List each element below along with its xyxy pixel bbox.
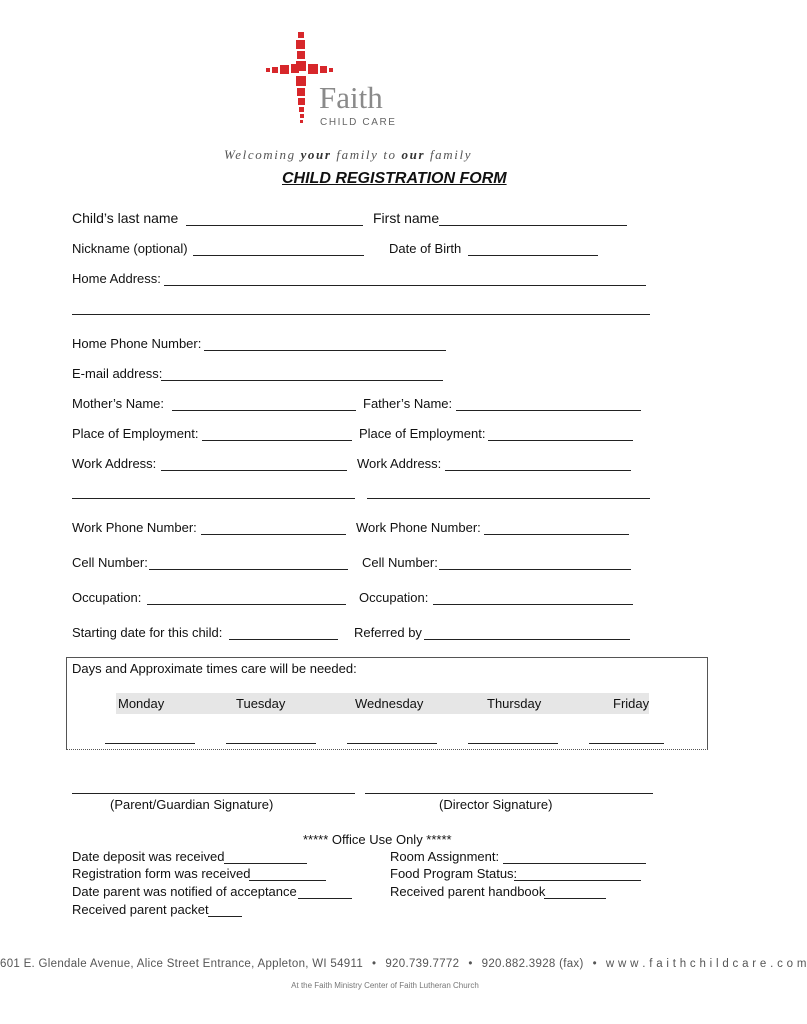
food-field[interactable] [514,880,641,881]
work-phone-label-2: Work Phone Number: [356,520,481,535]
referred-by-label: Referred by [354,625,422,640]
footer-contact [0,958,807,970]
email-label: E-mail address: [72,366,163,381]
starting-date-label: Starting date for this child: [72,625,223,640]
occupation-label-1: Occupation: [72,590,142,605]
home-address-field[interactable] [164,285,646,286]
footer-phone: 920.739.7772 [385,958,460,970]
home-address-label: Home Address: [72,271,161,286]
room-field[interactable] [503,863,646,864]
father-name-field[interactable] [456,410,641,411]
work-address-field-1-line2[interactable] [72,498,355,499]
cell-field-2[interactable] [439,569,631,570]
work-phone-field-2[interactable] [484,534,629,535]
dob-field[interactable] [468,255,598,256]
nickname-field[interactable] [193,255,364,256]
packet-label: Received parent packet [72,902,209,917]
director-signature-field[interactable] [365,793,653,794]
parent-signature-field[interactable] [72,793,355,794]
father-name-label: Father’s Name: [363,396,453,411]
footer-bullet: • [592,958,597,970]
form-title: CHILD REGISTRATION FORM [282,170,507,187]
child-last-name-label: Child’s last name [72,210,179,226]
deposit-label: Date deposit was received [72,849,225,864]
day-thursday: Thursday [487,696,542,711]
day-monday: Monday [118,696,165,711]
logo-name: Faith [319,80,383,115]
work-address-label-2: Work Address: [357,456,442,471]
work-address-field-2-line2[interactable] [367,498,650,499]
dob-label: Date of Birth [389,241,462,256]
referred-by-field[interactable] [424,639,630,640]
starting-date-field[interactable] [229,639,338,640]
occupation-label-2: Occupation: [359,590,429,605]
nickname-label: Nickname (optional) [72,241,188,256]
work-phone-field-1[interactable] [201,534,346,535]
food-label: Food Program Status: [390,866,518,881]
form-received-field[interactable] [249,880,326,881]
time-field-monday[interactable] [105,743,195,744]
occupation-field-1[interactable] [147,604,346,605]
mother-name-label: Mother’s Name: [72,396,164,411]
tagline: Welcoming your family to our family [224,147,473,162]
schedule-heading: Days and Approximate times care will be needed: [72,661,357,676]
notified-field[interactable] [298,898,352,899]
handbook-label: Received parent handbook [390,884,546,899]
child-last-name-field[interactable] [186,225,363,226]
email-field[interactable] [161,380,443,381]
director-signature-label: (Director Signature) [439,797,553,812]
day-wednesday: Wednesday [355,696,424,711]
employment-label-1: Place of Employment: [72,426,199,441]
mother-name-field[interactable] [172,410,356,411]
footer-bullet: • [372,958,377,970]
employment-field-1[interactable] [202,440,352,441]
cell-label-2: Cell Number: [362,555,438,570]
home-address-field-line2[interactable] [72,314,650,315]
first-name-label: First name [373,210,440,226]
packet-field[interactable] [208,916,242,917]
time-field-thursday[interactable] [468,743,558,744]
time-field-wednesday[interactable] [347,743,437,744]
notified-label: Date parent was notified of acceptance [72,884,297,899]
occupation-field-2[interactable] [433,604,633,605]
home-phone-label: Home Phone Number: [72,336,202,351]
time-field-friday[interactable] [589,743,664,744]
parent-signature-label: (Parent/Guardian Signature) [110,797,274,812]
cell-label-1: Cell Number: [72,555,148,570]
work-address-label-1: Work Address: [72,456,157,471]
footer-bullet: • [468,958,473,970]
deposit-field[interactable] [224,863,307,864]
employment-label-2: Place of Employment: [359,426,486,441]
work-phone-label-1: Work Phone Number: [72,520,197,535]
home-phone-field[interactable] [204,350,446,351]
first-name-field[interactable] [439,225,627,226]
logo-subtitle: CHILD CARE [320,117,397,128]
day-friday: Friday [613,696,650,711]
footer-subline: At the Faith Ministry Center of Faith Lutheran Church [291,981,479,990]
footer-address: 601 E. Glendale Avenue, Alice Street Entrance, Appleton, WI 54911 [0,958,364,970]
form-received-label: Registration form was received [72,866,251,881]
room-label: Room Assignment: [390,849,500,864]
handbook-field[interactable] [544,898,606,899]
time-field-tuesday[interactable] [226,743,316,744]
office-use-heading: ***** Office Use Only ***** [303,832,452,847]
footer-fax: 920.882.3928 (fax) [481,958,584,970]
cell-field-1[interactable] [149,569,348,570]
work-address-field-1[interactable] [161,470,347,471]
employment-field-2[interactable] [488,440,633,441]
footer-web: w w w . f a i t h c h i l d c a r e . c o m [605,958,807,970]
work-address-field-2[interactable] [445,470,631,471]
day-tuesday: Tuesday [236,696,286,711]
